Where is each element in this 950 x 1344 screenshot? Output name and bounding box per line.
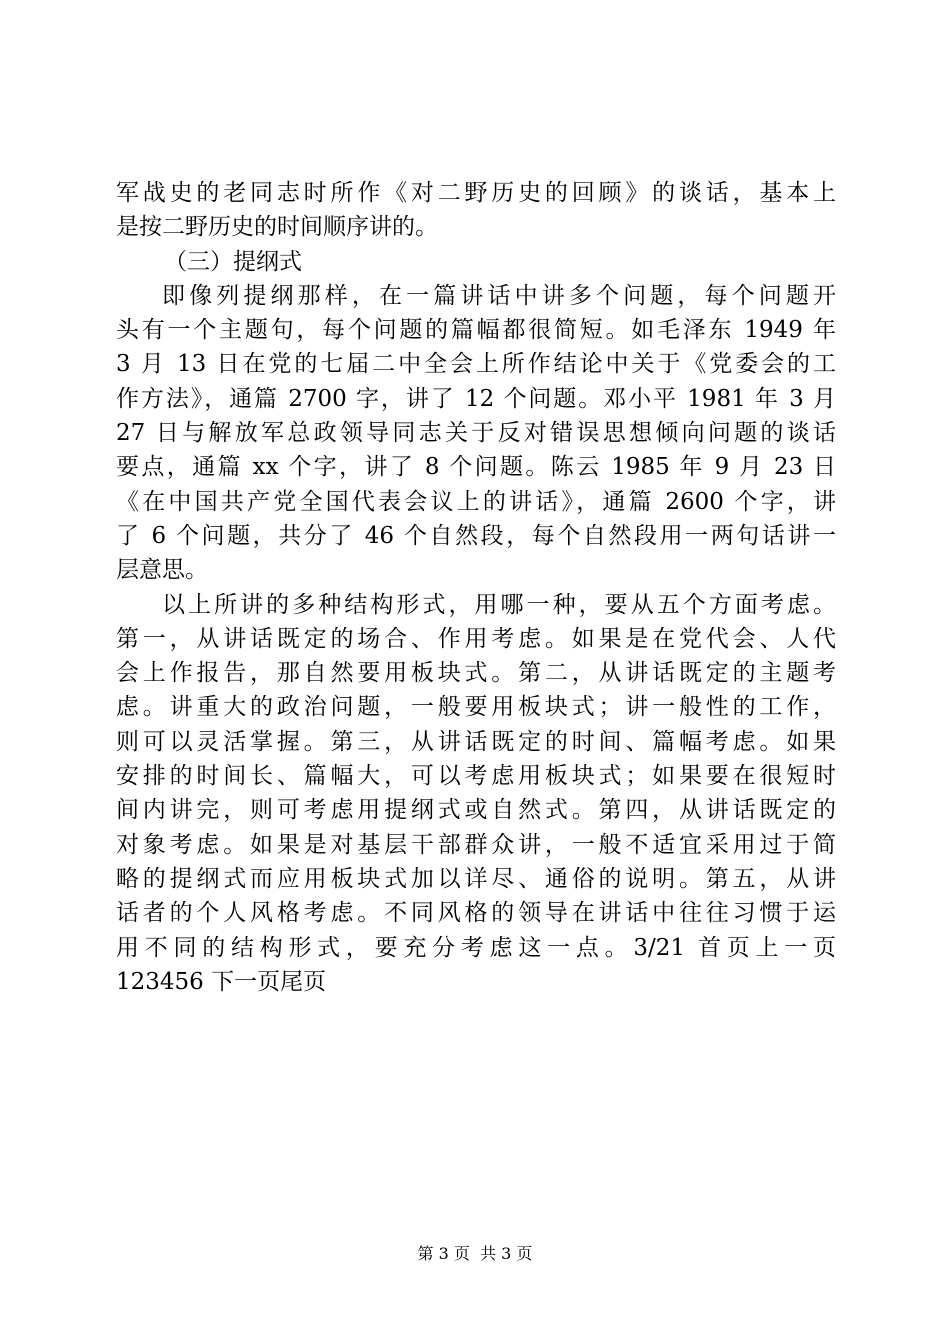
paragraph-line: 军战史的老同志时所作《对二野历史的回顾》的谈话，基本上 <box>116 180 836 206</box>
paragraph-line: 虑。讲重大的政治问题，一般要用板块式；讲一般性的工作， <box>116 694 836 721</box>
paragraph-line: 是按二野历史的时间顺序讲的。 <box>116 214 438 241</box>
paragraph-line: 用不同的结构形式，要充分考虑这一点。3/21 首页上一页 <box>116 934 836 961</box>
paragraph-line: 第一，从讲话既定的场合、作用考虑。如果是在党代会、人代 <box>116 625 836 652</box>
paragraph-line: 头有一个主题句，每个问题的篇幅都很简短。如毛泽东 1949 年 <box>116 317 836 344</box>
paragraph-line: 间内讲完，则可考虑用提纲式或自然式。第四，从讲话既定的 <box>116 797 836 824</box>
paragraph-line: 话者的个人风格考虑。不同风格的领导在讲话中往往习惯于运 <box>116 900 836 927</box>
paragraph-line: 以上所讲的多种结构形式，用哪一种，要从五个方面考虑。 <box>162 591 836 618</box>
paragraph-line: 作方法》，通篇 2700 字，讲了 12 个问题。邓小平 1981 年 3 月 <box>116 385 836 412</box>
document-body <box>116 176 836 999</box>
paragraph-line: 会上作报告，那自然要用板块式。第二，从讲话既定的主题考 <box>116 660 836 687</box>
paragraph-line: 安排的时间长、篇幅大，可以考虑用板块式；如果要在很短时 <box>116 763 836 790</box>
paragraph-line: 略的提纲式而应用板块式加以详尽、通俗的说明。第五，从讲 <box>116 865 836 892</box>
paragraph-line: 了 6 个问题，共分了 46 个自然段，每个自然段用一两句话讲一 <box>116 522 836 549</box>
paragraph-line: 3 月 13 日在党的七届二中全会上所作结论中关于《党委会的工 <box>116 351 836 378</box>
paragraph-line: 《在中国共产党全国代表会议上的讲话》，通篇 2600 个字，讲 <box>116 488 836 515</box>
section-heading: （三）提纲式 <box>164 248 302 275</box>
paragraph-line: 27 日与解放军总政领导同志关于反对错误思想倾向问题的谈话 <box>116 420 836 447</box>
paragraph-line: 要点，通篇 xx 个字，讲了 8 个问题。陈云 1985 年 9 月 23 日 <box>116 454 836 481</box>
paragraph-line: 层意思。 <box>116 557 208 584</box>
paragraph-line: 对象考虑。如果是对基层干部群众讲，一般不适宜采用过于简 <box>116 831 836 858</box>
paragraph-line: 则可以灵活掌握。第三，从讲话既定的时间、篇幅考虑。如果 <box>116 728 836 755</box>
paragraph-line: 123456 下一页尾页 <box>116 968 327 995</box>
paragraph-line: 即像列提纲那样，在一篇讲话中讲多个问题，每个问题开 <box>162 282 836 309</box>
page-number-footer: 第 3 页 共 3 页 <box>417 1244 533 1263</box>
